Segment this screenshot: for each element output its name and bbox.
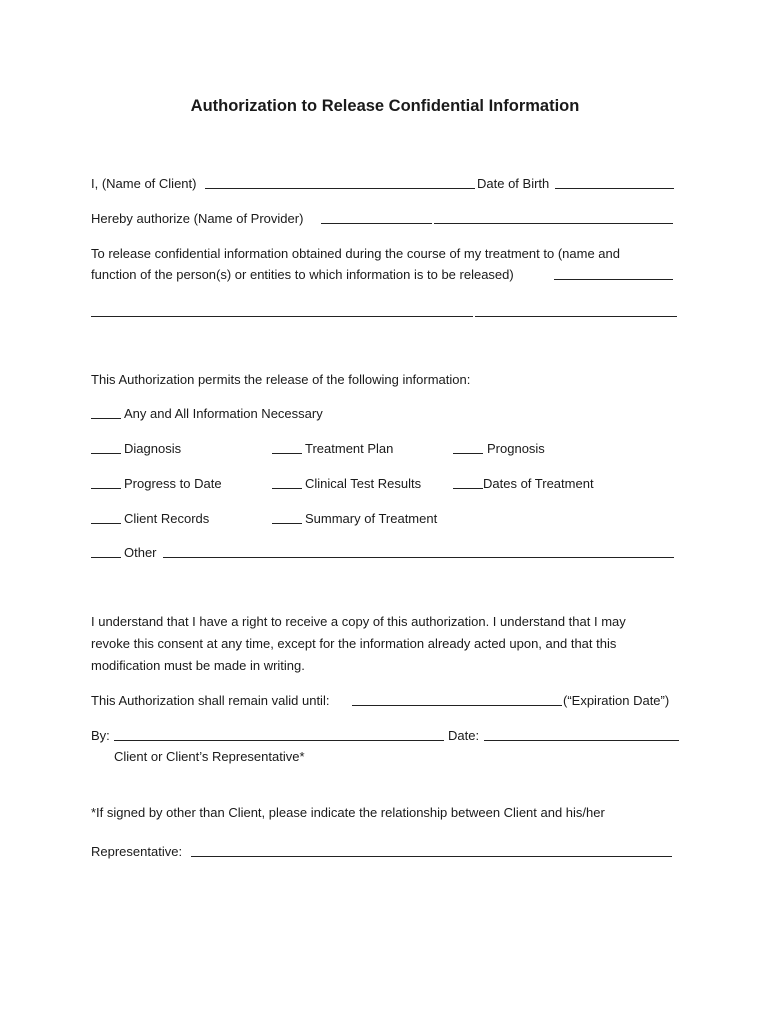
recipient-field-continued[interactable]: [91, 316, 473, 317]
clinical-tests-checkbox-blank[interactable]: [272, 488, 302, 489]
summary-checkbox-blank[interactable]: [272, 523, 302, 524]
date-of-birth-field[interactable]: [555, 188, 674, 189]
other-description-field[interactable]: [163, 557, 674, 558]
any-all-label: Any and All Information Necessary: [124, 406, 323, 421]
recipient-field-continued-2[interactable]: [475, 316, 677, 317]
summary-label: Summary of Treatment: [305, 511, 438, 526]
understand-text-2: revoke this consent at any time, except for the information already acted upon, and that this: [91, 636, 617, 651]
client-name-label: I, (Name of Client): [91, 176, 197, 191]
form-title: Authorization to Release Confidential Information: [190, 97, 580, 115]
diagnosis-label: Diagnosis: [124, 441, 182, 456]
understand-text-3: modification must be made in writing.: [91, 658, 305, 673]
client-records-label: Client Records: [124, 511, 210, 526]
treatment-plan-label: Treatment Plan: [305, 441, 394, 456]
any-all-checkbox-blank[interactable]: [91, 418, 121, 419]
release-text-2: function of the person(s) or entities to which information is to be released): [91, 267, 514, 282]
footnote-text: *If signed by other than Client, please indicate the relationship between Client and his/her: [91, 805, 605, 820]
permits-heading: This Authorization permits the release of the following information:: [91, 372, 471, 387]
expiration-date-field[interactable]: [352, 705, 562, 706]
treatment-plan-checkbox-blank[interactable]: [272, 453, 302, 454]
provider-name-field-continued[interactable]: [434, 223, 673, 224]
date-of-birth-label: Date of Birth: [477, 176, 550, 191]
clinical-tests-label: Clinical Test Results: [305, 476, 422, 491]
signature-field[interactable]: [114, 740, 444, 741]
by-label: By:: [91, 728, 110, 743]
representative-caption: Client or Client’s Representative*: [114, 749, 305, 764]
prognosis-label: Prognosis: [487, 441, 545, 456]
valid-until-label: This Authorization shall remain valid until:: [91, 693, 330, 708]
dates-treatment-label: Dates of Treatment: [483, 476, 594, 491]
recipient-field[interactable]: [554, 279, 673, 280]
client-name-field[interactable]: [205, 188, 475, 189]
progress-label: Progress to Date: [124, 476, 222, 491]
progress-checkbox-blank[interactable]: [91, 488, 121, 489]
representative-relationship-field[interactable]: [191, 856, 672, 857]
other-checkbox-blank[interactable]: [91, 557, 121, 558]
date-label: Date:: [448, 728, 480, 743]
release-text-1: To release confidential information obtained during the course of my treatment to (name and: [91, 246, 620, 261]
client-records-checkbox-blank[interactable]: [91, 523, 121, 524]
diagnosis-checkbox-blank[interactable]: [91, 453, 121, 454]
signature-date-field[interactable]: [484, 740, 679, 741]
prognosis-checkbox-blank[interactable]: [453, 453, 483, 454]
provider-label: Hereby authorize (Name of Provider): [91, 211, 304, 226]
provider-name-field[interactable]: [321, 223, 432, 224]
understand-text-1: I understand that I have a right to receive a copy of this authorization. I understand that I may: [91, 614, 626, 629]
representative-label: Representative:: [91, 844, 183, 859]
other-label: Other: [124, 545, 157, 560]
dates-treatment-checkbox-blank[interactable]: [453, 488, 483, 489]
expiration-date-label: (“Expiration Date”): [563, 693, 670, 708]
